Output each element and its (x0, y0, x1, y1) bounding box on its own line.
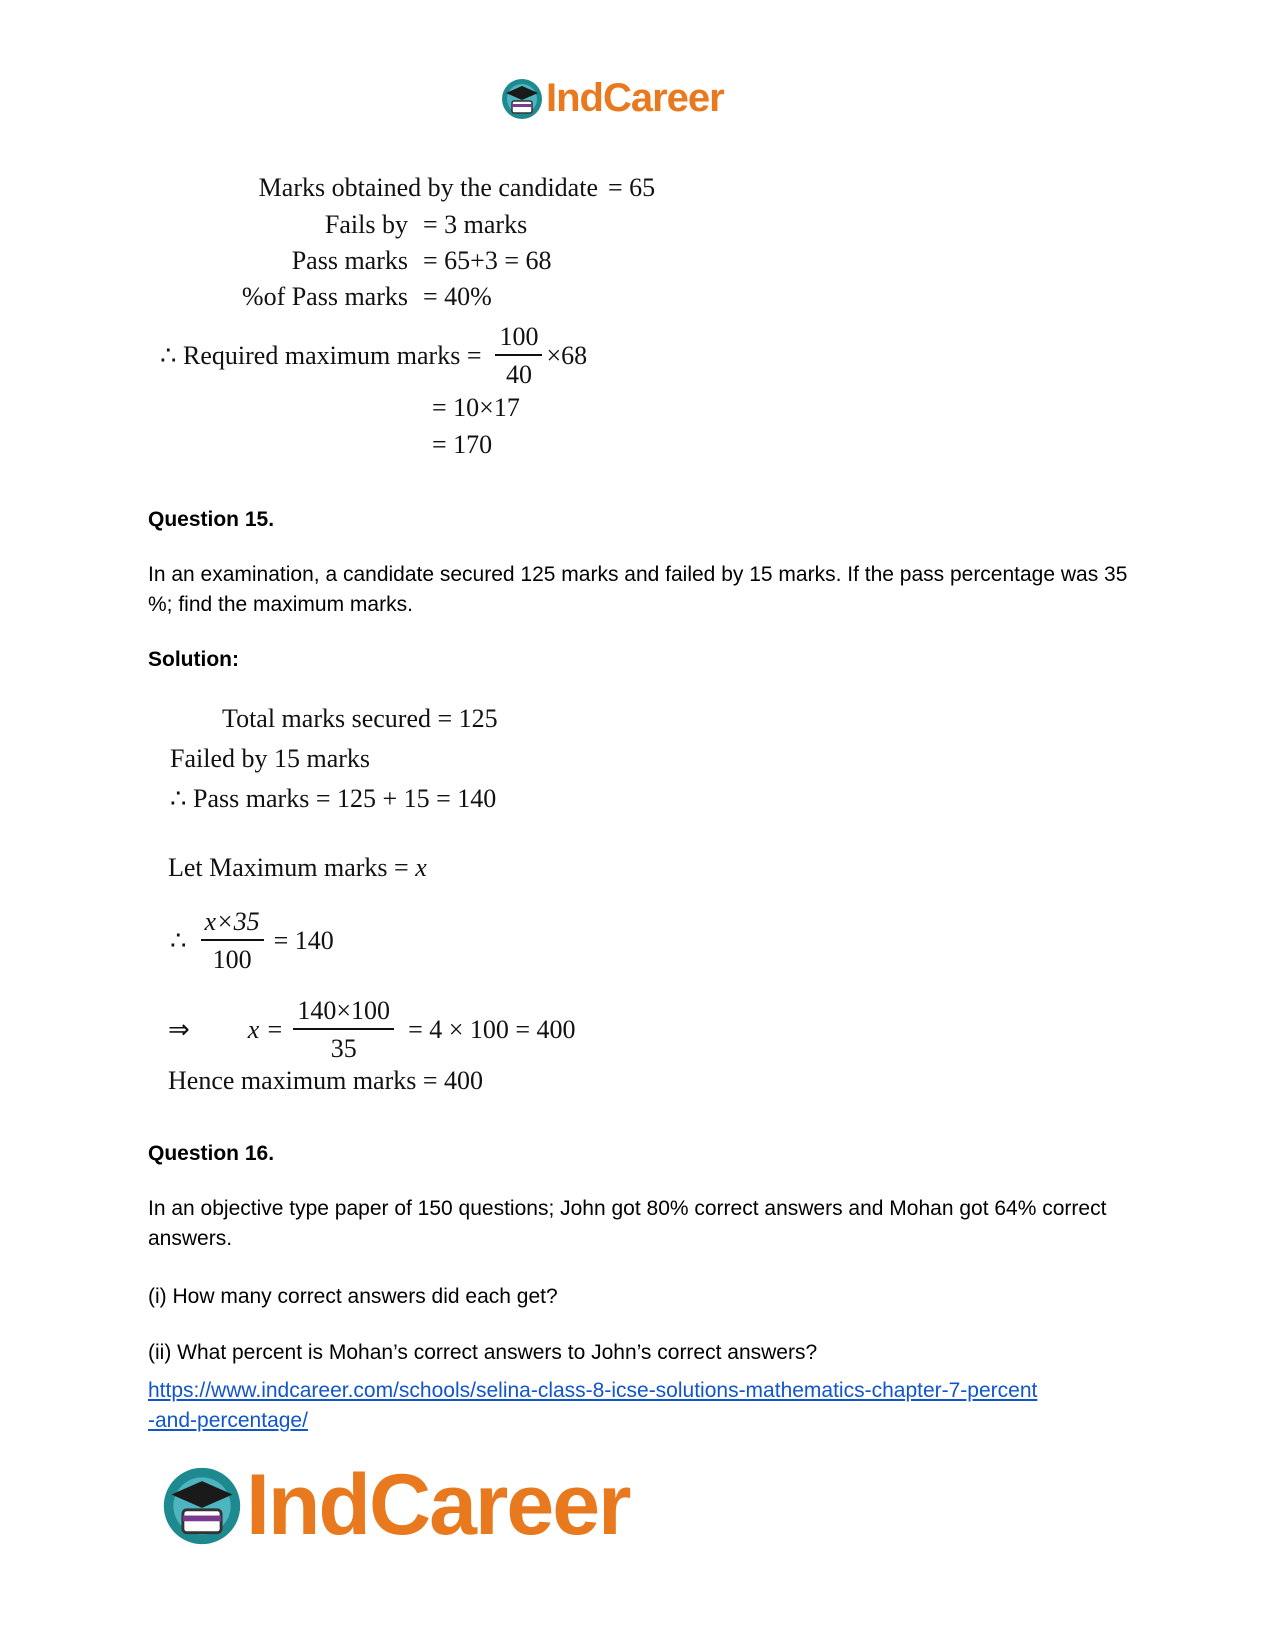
math-line-1-right: = 65 (608, 173, 656, 202)
source-link-block (148, 1376, 1148, 1436)
variable-x: x (415, 853, 427, 882)
math-line-3-right: = 65+3 = 68 (423, 246, 552, 275)
footer-brand-name: IndCareer (246, 1457, 630, 1553)
graduation-cap-icon (500, 77, 544, 121)
solution-15-label: Solution: (148, 648, 239, 671)
source-link-line-2[interactable]: -and-percentage/ (148, 1409, 308, 1432)
math-line-7: = 170 (432, 430, 493, 459)
math-line-3-left: Pass marks (291, 246, 408, 275)
equals-140: = 140 (273, 925, 334, 955)
question-15-text: In an examination, a candidate secured 125 marks and failed by 15 marks. If the pass percentage was 35 %; find the maximum marks. (148, 563, 1128, 616)
let-max-marks-label: Let Maximum marks = (168, 853, 416, 882)
fraction-x35-over-100 (201, 907, 264, 975)
question-15-heading: Question 15. (148, 508, 275, 531)
math-line-5 (160, 322, 587, 390)
math-line-1-left: Marks obtained by the candidate (258, 173, 598, 202)
required-max-marks-label: ∴ Required maximum marks = (160, 340, 482, 370)
header-logo (500, 76, 724, 121)
times-68: ×68 (546, 340, 588, 370)
question-16-part-2: (ii) What percent is Mohan’s correct answers to John’s correct answers? (148, 1341, 818, 1364)
math-line-4-left: %of Pass marks (241, 282, 408, 311)
solution-line-6 (168, 996, 576, 1064)
source-link-line-1[interactable]: https://www.indcareer.com/schools/selina-class-8-icse-solutions-mathematics-chapter-7-percent (148, 1379, 1038, 1402)
x-equals: x = (247, 1014, 284, 1044)
fraction-100-over-40 (495, 322, 542, 390)
math-line-2-right: = 3 marks (423, 210, 528, 239)
footer-logo (160, 1456, 630, 1555)
fraction-numerator: 140×100 (293, 996, 394, 1030)
question-16-heading: Question 16. (148, 1142, 275, 1165)
graduation-cap-icon (160, 1464, 244, 1548)
solution-line-4 (168, 853, 427, 883)
implies-arrow: ⇒ (168, 1014, 190, 1044)
math-line-4-right: = 40% (423, 282, 492, 311)
math-line-6: = 10×17 (432, 393, 520, 422)
fraction-numerator: 100 (495, 322, 542, 356)
therefore-symbol: ∴ (170, 925, 187, 955)
question-16-text: In an objective type paper of 150 questions; John got 80% correct answers and Mohan got 64% correct answers. (148, 1197, 1107, 1250)
solution-line-7: Hence maximum marks = 400 (168, 1066, 484, 1095)
solution-line-3: ∴ Pass marks = 125 + 15 = 140 (170, 784, 497, 813)
fraction-14000-over-35 (293, 996, 394, 1064)
solution-line-1: Total marks secured = 125 (222, 704, 498, 733)
question-16-part-1: (i) How many correct answers did each get? (148, 1285, 558, 1308)
solution-line-5 (170, 907, 334, 975)
fraction-denominator: 35 (330, 1033, 357, 1063)
fraction-denominator: 100 (212, 944, 252, 974)
math-line-2-left: Fails by (324, 210, 408, 239)
brand-name: IndCareer (546, 76, 724, 120)
fraction-numerator: x×35 (201, 907, 264, 941)
equals-400: = 4 × 100 = 400 (408, 1014, 576, 1044)
solution-line-2: Failed by 15 marks (170, 744, 371, 773)
fraction-denominator: 40 (505, 359, 532, 389)
